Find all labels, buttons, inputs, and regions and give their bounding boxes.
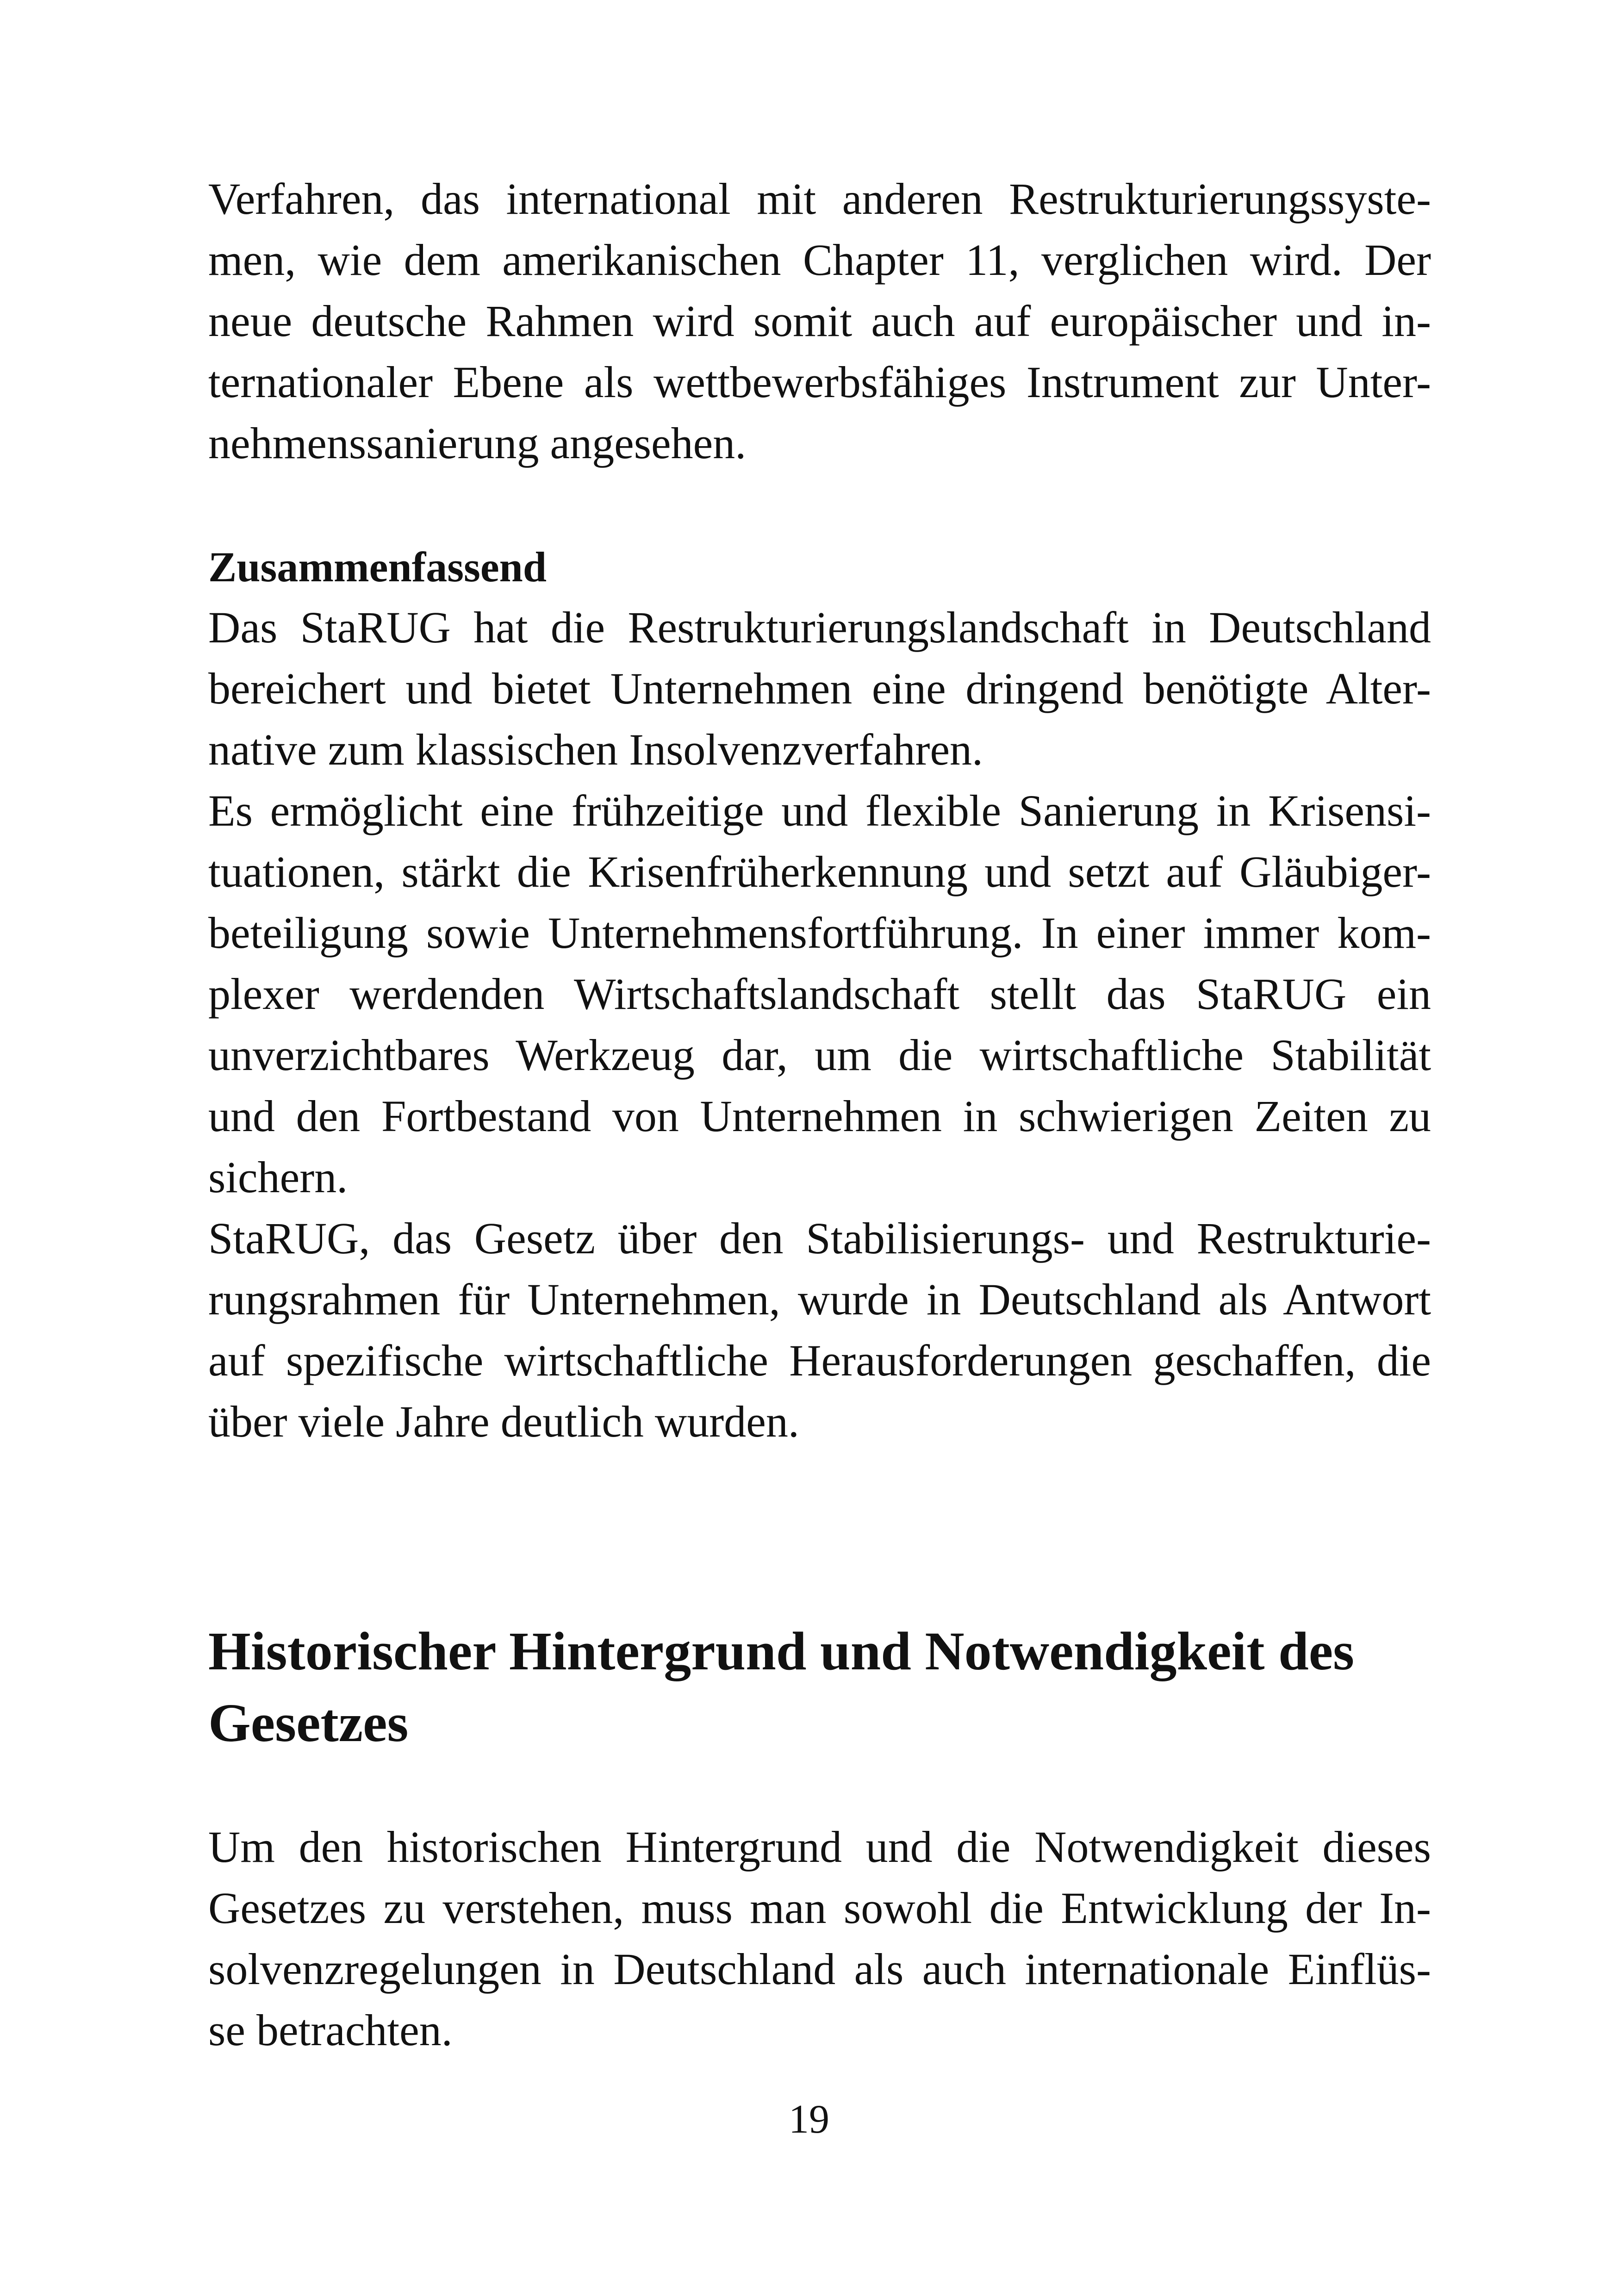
history-line-1: Um den historischen Hintergrund und die Notwendigkeit dieses	[208, 1822, 1431, 1872]
intro-paragraph	[208, 168, 1431, 474]
summary-heading: Zusammenfassend	[208, 543, 547, 591]
page-number: 19	[789, 2097, 829, 2142]
history-heading-line-2: Gesetzes	[208, 1692, 409, 1753]
history-line-4: se betrachten.	[208, 2005, 453, 2055]
summary-line-10: sichern.	[208, 1152, 348, 1202]
summary-paragraph	[208, 597, 1431, 1452]
history-line-3: solvenzregelungen in Deutschland als auch internationale Einflüs-	[208, 1944, 1431, 1994]
summary-line-1: Das StaRUG hat die Restrukturierungslandschaft in Deutschland	[208, 603, 1431, 652]
summary-line-12: rungsrahmen für Unternehmen, wurde in Deutschland als Antwort	[208, 1275, 1431, 1324]
intro-line-1: Verfahren, das international mit anderen Restrukturierungssyste-	[208, 174, 1431, 224]
history-heading	[208, 1615, 1431, 1759]
summary-line-9: und den Fortbestand von Unternehmen in schwierigen Zeiten zu	[208, 1091, 1431, 1141]
summary-line-13: auf spezifische wirtschaftliche Herausforderungen geschaffen, die	[208, 1336, 1431, 1385]
history-paragraph	[208, 1817, 1431, 2061]
intro-line-5: nehmenssanierung angesehen.	[208, 418, 747, 468]
history-line-2: Gesetzes zu verstehen, muss man sowohl die Entwicklung der In-	[208, 1883, 1431, 1933]
intro-line-2: men, wie dem amerikanischen Chapter 11, verglichen wird. Der	[208, 235, 1431, 285]
summary-line-11: StaRUG, das Gesetz über den Stabilisierungs- und Restrukturie-	[208, 1213, 1431, 1263]
summary-line-7: plexer werdenden Wirtschaftslandschaft stellt das StaRUG ein	[208, 969, 1431, 1019]
summary-line-8: unverzichtbares Werkzeug dar, um die wirtschaftliche Stabilität	[208, 1030, 1431, 1080]
intro-line-4: ternationaler Ebene als wettbewerbsfähiges Instrument zur Unter-	[208, 357, 1431, 407]
summary-line-2: bereichert und bietet Unternehmen eine dringend benötigte Alter-	[208, 664, 1431, 713]
summary-line-14: über viele Jahre deutlich wurden.	[208, 1397, 799, 1446]
summary-line-4: Es ermöglicht eine frühzeitige und flexible Sanierung in Krisensi-	[208, 786, 1431, 835]
summary-line-6: beteiligung sowie Unternehmensfortführung. In einer immer kom-	[208, 908, 1431, 958]
summary-line-5: tuationen, stärkt die Krisenfrüherkennung und setzt auf Gläubiger-	[208, 847, 1431, 896]
summary-line-3: native zum klassischen Insolvenzverfahren.	[208, 725, 983, 774]
intro-line-3: neue deutsche Rahmen wird somit auch auf europäischer und in-	[208, 296, 1431, 346]
history-heading-line-1: Historischer Hintergrund und Notwendigkeit des	[208, 1621, 1354, 1681]
